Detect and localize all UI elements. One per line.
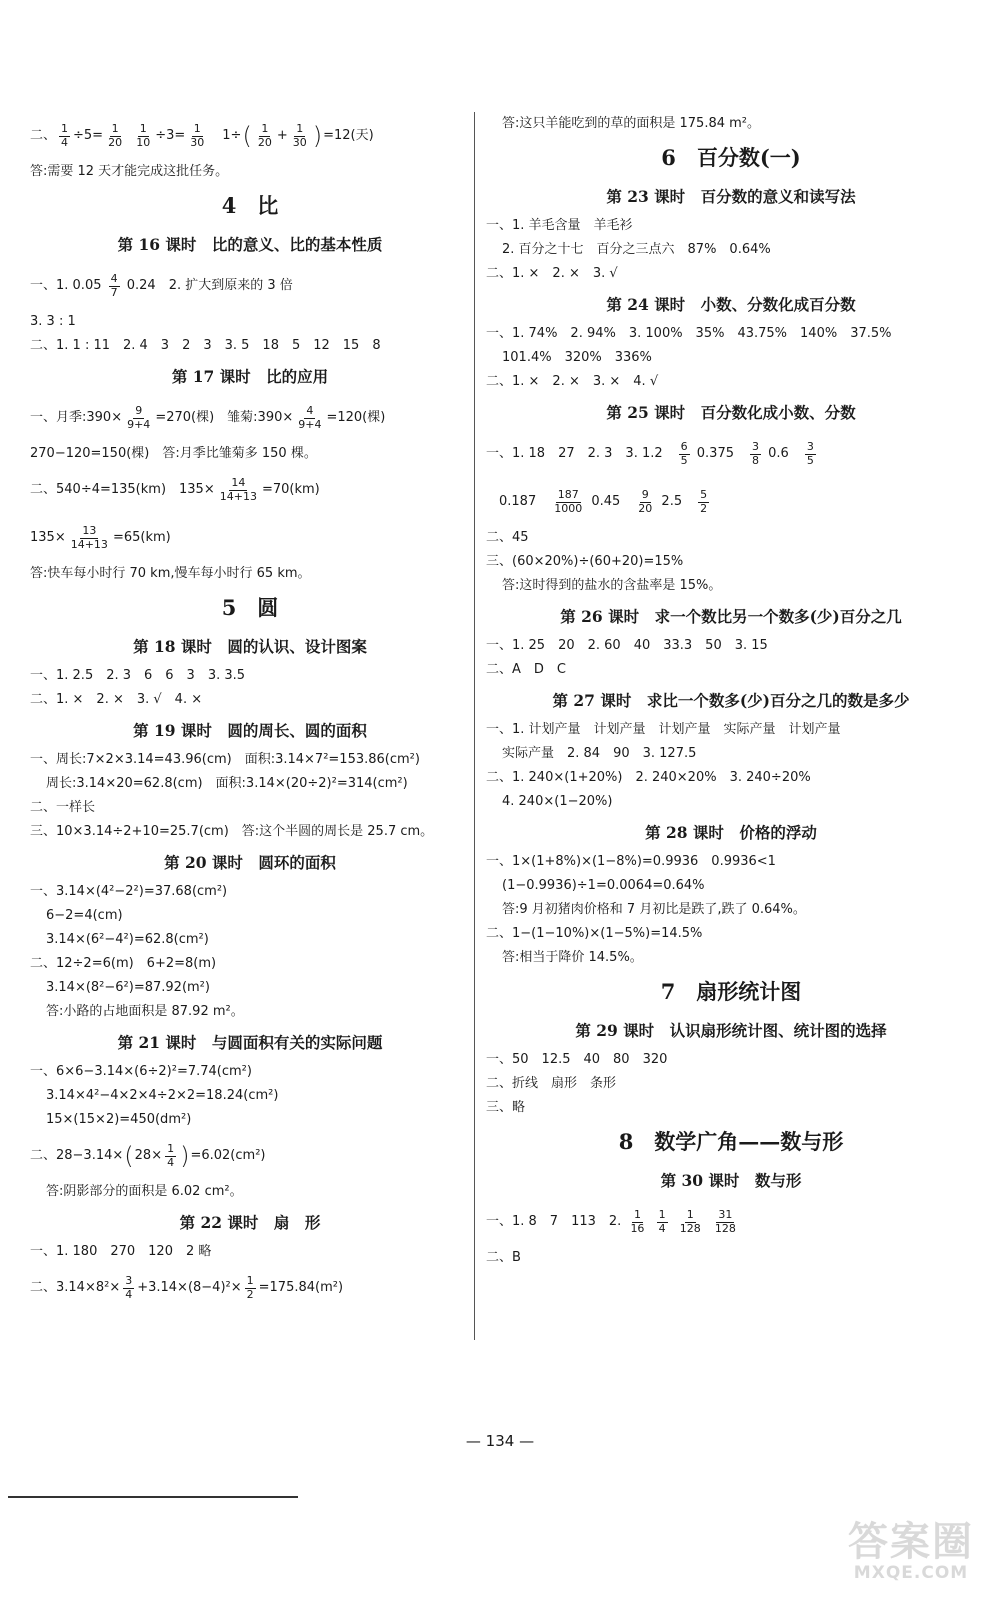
footer-rule [8, 1496, 298, 1498]
fraction [256, 123, 274, 149]
text-segment: 第 30 课时 数与形 [660, 1171, 802, 1190]
denominator: 16 [630, 1221, 645, 1235]
denominator: 4 [61, 135, 69, 149]
denominator: 30 [292, 135, 307, 149]
fraction [134, 123, 152, 149]
denominator: 4 [125, 1287, 133, 1301]
answer-line [30, 1180, 470, 1204]
text-segment: 一、1. 羊毛含量 羊毛衫 [486, 218, 633, 234]
answer-line [30, 514, 470, 562]
answer-line [30, 664, 470, 688]
text-segment: 15×(15×2)=450(dm²) [46, 1112, 192, 1128]
text-segment: 二、 [30, 128, 57, 144]
text-segment: 二、1. × 2. × 3. √ 4. × [30, 692, 203, 708]
answer-line [486, 526, 976, 550]
answer-line [486, 718, 976, 742]
answer-line [30, 952, 470, 976]
text-segment: 二、1−(1−10%)×(1−5%)=14.5% [486, 926, 703, 942]
text-segment: 答:9 月初猪肉价格和 7 月初比是跌了,跌了 0.64%。 [502, 902, 806, 918]
text-segment: 6−2=4(cm) [46, 908, 123, 924]
numerator: 1 [61, 121, 69, 135]
numerator: 31 [718, 1207, 733, 1221]
answer-line [486, 658, 976, 682]
denominator: 128 [714, 1221, 736, 1235]
answer-line [486, 322, 976, 346]
text-segment: =270(棵) 雏菊:390× [155, 410, 294, 426]
answer-line [486, 850, 976, 874]
fraction [291, 123, 309, 149]
text-segment: 答:需要 12 天才能完成这批任务。 [30, 164, 229, 180]
denominator: 14+13 [219, 489, 257, 503]
lesson-heading [30, 358, 470, 394]
text-segment: 二、45 [486, 530, 529, 546]
lesson-heading [486, 394, 976, 430]
answer-line [486, 370, 976, 394]
text-segment: 2.5 [657, 494, 696, 510]
text-segment: 一、6×6−3.14×(6÷2)²=7.74(cm²) [30, 1064, 252, 1080]
answer-line [486, 946, 976, 970]
lesson-heading [30, 628, 470, 664]
text-segment: 第 19 课时 圆的周长、圆的面积 [133, 721, 367, 740]
text-segment: 第 22 课时 扇 形 [179, 1213, 321, 1232]
numerator: 1 [686, 1207, 694, 1221]
fraction [805, 441, 816, 467]
answer-line [486, 112, 976, 136]
denominator: 20 [257, 135, 272, 149]
fraction [106, 123, 124, 149]
numerator: 3 [806, 439, 814, 453]
text-segment: 3.14×(8²−6²)=87.92(m²) [46, 980, 210, 996]
text-segment: 4. 240×(1−20%) [502, 794, 613, 810]
lesson-heading [30, 1204, 470, 1240]
text-segment: ÷3= [155, 128, 186, 144]
column-divider [474, 112, 475, 1340]
text-segment: 第 23 课时 百分数的意义和读写法 [606, 187, 856, 206]
denominator: 7 [110, 285, 118, 299]
fraction [218, 477, 259, 503]
answer-line [30, 1108, 470, 1132]
numerator: 6 [680, 439, 688, 453]
fraction [636, 489, 654, 515]
text-segment: 8 数学广角——数与形 [618, 1129, 844, 1154]
answer-line [486, 430, 976, 478]
denominator: 4 [167, 1155, 175, 1169]
denominator: 20 [638, 501, 653, 515]
answer-line [30, 772, 470, 796]
answer-line [486, 214, 976, 238]
numerator: 1 [633, 1207, 641, 1221]
answer-line [30, 310, 470, 334]
chapter-title [486, 136, 976, 178]
text-segment: 二、1. × 2. × 3. × 4. √ [486, 374, 659, 390]
fraction [657, 1209, 668, 1235]
fraction [296, 405, 323, 431]
fraction [125, 405, 152, 431]
text-segment: (1−0.9936)÷1=0.0064=0.64% [502, 878, 705, 894]
text-segment: 答:这只羊能吃到的草的面积是 175.84 m²。 [502, 116, 761, 132]
fraction [165, 1143, 176, 1169]
text-segment: 一、3.14×(4²−2²)=37.68(cm²) [30, 884, 228, 900]
text-segment: 第 24 课时 小数、分数化成百分数 [606, 295, 856, 314]
answer-line [30, 466, 470, 514]
text-segment: 1÷ [209, 128, 242, 144]
text-segment [127, 128, 131, 144]
text-segment: 二、折线 扇形 条形 [486, 1076, 617, 1092]
text-segment: 一、1. 0.05 [30, 278, 106, 294]
text-segment: 答:相当于降价 14.5%。 [502, 950, 643, 966]
text-segment: 0.45 [587, 494, 634, 510]
answer-line [30, 334, 470, 358]
text-segment: 第 25 课时 百分数化成小数、分数 [606, 403, 856, 422]
answer-line [30, 688, 470, 712]
left-column [30, 112, 470, 1312]
denominator: 8 [752, 453, 759, 467]
text-segment: 实际产量 2. 84 90 3. 127.5 [502, 746, 697, 762]
text-segment: 5 圆 [221, 595, 279, 620]
answer-line [30, 820, 470, 844]
answer-line [486, 1246, 976, 1270]
numerator: 1 [139, 121, 147, 135]
denominator: 5 [806, 453, 814, 467]
text-segment: 28× [134, 1148, 163, 1164]
text-segment [706, 1214, 710, 1230]
text-segment: 0.375 [692, 446, 747, 462]
lesson-heading [30, 1024, 470, 1060]
text-segment: 二、12÷2=6(m) 6+2=8(m) [30, 956, 217, 972]
answer-line [30, 1000, 470, 1024]
text-segment: 0.187 [486, 494, 550, 510]
text-segment: 二、B [486, 1250, 521, 1266]
text-segment: 二、A D C [486, 662, 566, 678]
numerator: 1 [658, 1207, 666, 1221]
answer-line [486, 1198, 976, 1246]
text-segment: 3. 3 : 1 [30, 314, 76, 330]
numerator: 4 [306, 403, 314, 417]
text-segment: 一、1. 18 27 2. 3 3. 1.2 [486, 446, 676, 462]
text-segment [671, 1214, 675, 1230]
answer-line [486, 898, 976, 922]
large-paren: ) [180, 1142, 190, 1170]
lesson-heading [30, 844, 470, 880]
chapter-title [30, 586, 470, 628]
text-segment: 周长:3.14×20=62.8(cm) 面积:3.14×(20÷2)²=314(cm²) [46, 776, 408, 792]
text-segment: 第 27 课时 求比一个数多(少)百分之几的数是多少 [552, 691, 910, 710]
large-paren: ( [242, 122, 252, 150]
text-segment: 2. 百分之十七 百分之三点六 87% 0.64% [502, 242, 771, 258]
text-segment: 一、周长:7×2×3.14=43.96(cm) 面积:3.14×7²=153.86(cm²) [30, 752, 420, 768]
text-segment: 一、1. 25 20 2. 60 40 33.3 50 3. 15 [486, 638, 768, 654]
denominator: 14+13 [70, 537, 108, 551]
lesson-heading [486, 814, 976, 850]
numerator: 1 [296, 121, 304, 135]
answer-line [486, 1096, 976, 1120]
numerator: 187 [557, 487, 579, 501]
text-segment: 答:这时得到的盐水的含盐率是 15%。 [502, 578, 722, 594]
text-segment: 三、略 [486, 1100, 526, 1116]
answer-line [30, 904, 470, 928]
answer-line [30, 748, 470, 772]
answer-line [486, 1048, 976, 1072]
text-segment: 270−120=150(棵) 答:月季比雏菊多 150 棵。 [30, 446, 317, 462]
answer-line [486, 262, 976, 286]
lesson-heading [486, 598, 976, 634]
text-segment: 三、(60×20%)÷(60+20)=15% [486, 554, 684, 570]
text-segment: =120(棵) [326, 410, 386, 426]
text-segment: 135× [30, 530, 66, 546]
lesson-heading [486, 1162, 976, 1198]
answer-line [30, 1132, 470, 1180]
denominator: 20 [108, 135, 123, 149]
large-paren: ) [312, 122, 323, 150]
text-segment: 二、3.14×8²× [30, 1280, 121, 1296]
answer-line [486, 790, 976, 814]
text-segment: 二、540÷4=135(km) 135× [30, 482, 215, 498]
chapter-title [486, 1120, 976, 1162]
answer-line [30, 442, 470, 466]
denominator: 30 [190, 135, 205, 149]
answer-line [486, 478, 976, 526]
large-paren: ( [124, 1142, 134, 1170]
answer-line [30, 1240, 470, 1264]
answer-line [30, 1084, 470, 1108]
fraction [698, 489, 709, 515]
numerator: 9 [135, 403, 143, 417]
answer-line [486, 238, 976, 262]
text-segment: 答:快车每小时行 70 km,慢车每小时行 65 km。 [30, 566, 311, 582]
right-column [486, 112, 976, 1270]
numerator: 1 [167, 1141, 175, 1155]
text-segment: =12(天) [323, 128, 374, 144]
answer-line [30, 976, 470, 1000]
text-segment: 第 28 课时 价格的浮动 [645, 823, 817, 842]
text-segment: 一、1. 计划产量 计划产量 计划产量 实际产量 计划产量 [486, 722, 841, 738]
text-segment: 第 29 课时 认识扇形统计图、统计图的选择 [575, 1021, 887, 1040]
text-segment: 第 16 课时 比的意义、比的基本性质 [117, 235, 383, 254]
fraction [109, 273, 120, 299]
text-segment: 6 百分数(一) [661, 145, 801, 170]
denominator: 128 [679, 1221, 701, 1235]
text-segment: 二、一样长 [30, 800, 96, 816]
text-segment: 答:小路的占地面积是 87.92 m²。 [46, 1004, 244, 1020]
answer-line [30, 112, 470, 160]
text-segment: 一、1. 8 7 113 2. [486, 1214, 626, 1230]
denominator: 10 [136, 135, 151, 149]
text-segment: 一、1. 2.5 2. 3 6 6 3 3. 3.5 [30, 668, 246, 684]
fraction [678, 1209, 703, 1235]
page-number: — 134 — [465, 1432, 535, 1450]
text-segment: 一、1. 74% 2. 94% 3. 100% 35% 43.75% 140% 37.5% [486, 326, 892, 342]
denominator: 5 [680, 453, 688, 467]
numerator: 13 [82, 523, 97, 537]
lesson-heading [30, 712, 470, 748]
fraction [69, 525, 110, 551]
text-segment: =65(km) [112, 530, 171, 546]
answer-line [486, 634, 976, 658]
text-segment: 3.14×(6²−4²)=62.8(cm²) [46, 932, 209, 948]
text-segment: 二、1. 1 : 11 2. 4 3 2 3 3. 5 18 5 12 15 8 [30, 338, 381, 354]
text-segment: 二、1. × 2. × 3. √ [486, 266, 618, 282]
watermark-text: 答案圈 [848, 1518, 974, 1565]
fraction [628, 1209, 646, 1235]
denominator: 4 [658, 1221, 666, 1235]
numerator: 1 [193, 121, 201, 135]
text-segment: 第 26 课时 求一个数比另一个数多(少)百分之几 [560, 607, 902, 626]
text-segment: 一、1×(1+8%)×(1−8%)=0.9936 0.9936<1 [486, 854, 776, 870]
answer-line [486, 922, 976, 946]
fraction [552, 489, 584, 515]
lesson-heading [486, 682, 976, 718]
fraction [123, 1275, 134, 1301]
answer-line [486, 346, 976, 370]
text-segment: 3.14×4²−4×2×4÷2×2=18.24(cm²) [46, 1088, 279, 1104]
text-segment: 第 20 课时 圆环的面积 [164, 853, 336, 872]
lesson-heading [486, 286, 976, 322]
text-segment: 第 18 课时 圆的认识、设计图案 [133, 637, 367, 656]
fraction [679, 441, 690, 467]
text-segment: 101.4% 320% 336% [502, 350, 652, 366]
denominator: 9+4 [127, 417, 151, 431]
numerator: 3 [752, 439, 759, 453]
text-segment: =175.84(m²) [258, 1280, 344, 1296]
text-segment: 第 21 课时 与圆面积有关的实际问题 [117, 1033, 383, 1052]
answer-line [30, 394, 470, 442]
lesson-heading [486, 178, 976, 214]
denominator: 1000 [554, 501, 583, 515]
answer-line [30, 160, 470, 184]
numerator: 1 [246, 1273, 254, 1287]
watermark-logo [836, 1510, 986, 1582]
fraction [750, 441, 761, 467]
answer-line [486, 742, 976, 766]
denominator: 2 [700, 501, 708, 515]
answer-line [30, 562, 470, 586]
text-segment: 三、10×3.14÷2+10=25.7(cm) 答:这个半圆的周长是 25.7 cm。 [30, 824, 434, 840]
text-segment: 二、28−3.14× [30, 1148, 124, 1164]
chapter-title [30, 184, 470, 226]
chapter-title [486, 970, 976, 1012]
numerator: 1 [261, 121, 269, 135]
answer-line [30, 880, 470, 904]
answer-line [30, 928, 470, 952]
numerator: 9 [641, 487, 649, 501]
text-segment: 二、1. 240×(1+20%) 2. 240×20% 3. 240÷20% [486, 770, 811, 786]
text-segment: 一、50 12.5 40 80 320 [486, 1052, 668, 1068]
answer-line [30, 262, 470, 310]
text-segment: =70(km) [261, 482, 320, 498]
text-segment: 4 比 [221, 193, 279, 218]
text-segment: 0.6 [764, 446, 802, 462]
answer-line [486, 550, 976, 574]
fraction [188, 123, 206, 149]
text-segment: =6.02(cm²) [190, 1148, 266, 1164]
fraction [245, 1275, 256, 1301]
text-segment: 一、1. 180 270 120 2 略 [30, 1244, 212, 1260]
answer-line [30, 1060, 470, 1084]
answer-line [486, 874, 976, 898]
text-segment: 第 17 课时 比的应用 [171, 367, 329, 386]
numerator: 14 [231, 475, 246, 489]
answer-line [30, 796, 470, 820]
text-segment: 7 扇形统计图 [660, 979, 802, 1004]
numerator: 1 [111, 121, 119, 135]
lesson-heading [486, 1012, 976, 1048]
answer-line [486, 1072, 976, 1096]
fraction [59, 123, 70, 149]
text-segment [649, 1214, 653, 1230]
text-segment: 一、月季:390× [30, 410, 123, 426]
denominator: 9+4 [298, 417, 322, 431]
text-segment: ÷5= [73, 128, 104, 144]
text-segment: + [276, 128, 288, 144]
text-segment: 答:阴影部分的面积是 6.02 cm²。 [46, 1184, 243, 1200]
text-segment: 0.24 2. 扩大到原来的 3 倍 [122, 278, 293, 294]
denominator: 2 [246, 1287, 254, 1301]
watermark-url: MXQE.COM [853, 1563, 969, 1583]
answer-line [30, 1264, 470, 1312]
text-segment: +3.14×(8−4)²× [137, 1280, 242, 1296]
numerator: 3 [125, 1273, 133, 1287]
numerator: 4 [110, 271, 118, 285]
answer-line [486, 766, 976, 790]
lesson-heading [30, 226, 470, 262]
fraction [713, 1209, 738, 1235]
answer-line [486, 574, 976, 598]
numerator: 5 [700, 487, 708, 501]
